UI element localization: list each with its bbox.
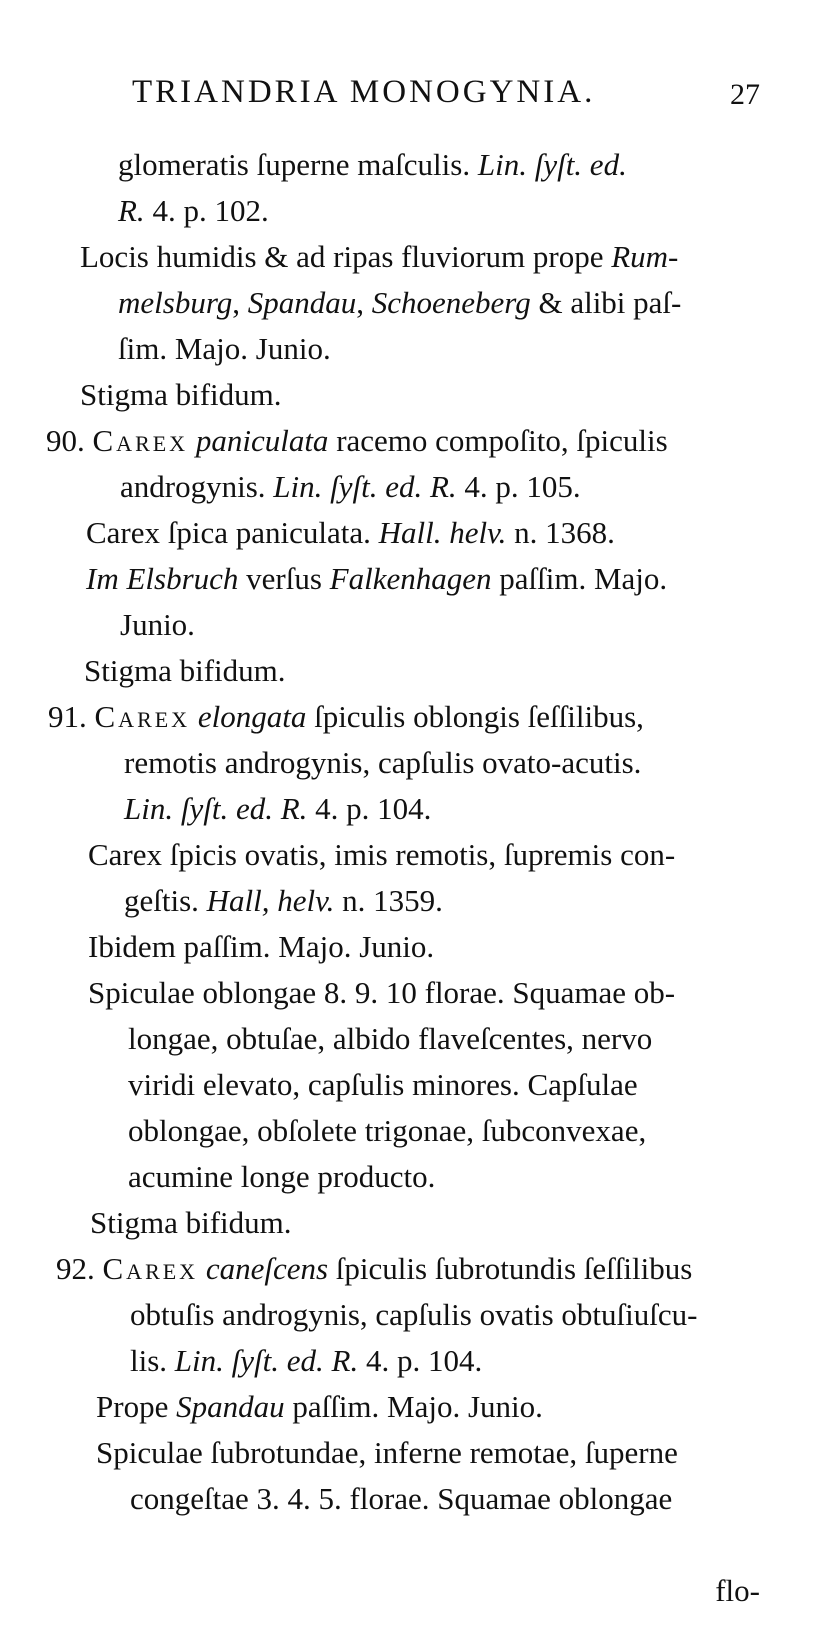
text-line: [118, 280, 681, 326]
text-line: [118, 326, 331, 372]
italic-text: Falkenhagen: [329, 561, 492, 596]
text-segment: paſſim. Majo.: [491, 561, 668, 596]
text-line: [124, 878, 443, 924]
text-line: [88, 970, 675, 1016]
italic-text: paniculata: [195, 423, 329, 458]
page-number: 27: [730, 78, 760, 111]
text-line: [128, 1154, 435, 1200]
catchword: flo-: [715, 1573, 760, 1608]
italic-text: Hall, helv.: [206, 883, 335, 918]
text-line: [84, 648, 286, 694]
text-line: [130, 1292, 697, 1338]
text-segment: Junio.: [120, 607, 195, 642]
text-line: [128, 1108, 646, 1154]
italic-text: Im Elsbruch: [86, 561, 239, 596]
text-segment: Stigma bifidum.: [84, 653, 286, 688]
italic-text: Lin. ſyſt. ed. R.: [174, 1343, 359, 1378]
genus-name: Carex: [94, 699, 191, 734]
text-segment: Stigma bifidum.: [90, 1205, 292, 1240]
text-segment: longae, obtuſae, albido flaveſcentes, nervo: [128, 1021, 653, 1056]
italic-text: melsburg: [118, 285, 233, 320]
text-segment: ,: [356, 285, 372, 320]
text-segment: ſpiculis ſubrotundis ſeſſilibus: [328, 1251, 693, 1286]
italic-text: Spandau: [247, 285, 357, 320]
text-segment: congeſtae 3. 4. 5. florae. Squamae oblongae: [130, 1481, 673, 1516]
text-segment: obtuſis androgynis, capſulis ovatis obtuſiuſcu-: [130, 1297, 698, 1332]
text-segment: Carex ſpicis ovatis, imis remotis, ſupremis con-: [88, 837, 676, 872]
text-segment: geſtis.: [124, 883, 207, 918]
text-line: [128, 1016, 652, 1062]
text-line: [124, 786, 431, 832]
text-segment: Ibidem paſſim. Majo. Junio.: [88, 929, 435, 964]
text-segment: 92.: [56, 1251, 103, 1286]
text-line: [118, 188, 269, 234]
page-header: [132, 74, 760, 114]
text-line: [90, 1200, 292, 1246]
text-segment: remotis androgynis, capſulis ovato-acutis.: [124, 745, 642, 780]
text-segment: lis.: [130, 1343, 175, 1378]
text-line: [124, 740, 641, 786]
text-line: [118, 142, 627, 188]
text-segment: n. 1368.: [506, 515, 615, 550]
text-segment: Carex ſpica paniculata.: [86, 515, 379, 550]
italic-text: Hall. helv.: [378, 515, 507, 550]
text-segment: ,: [232, 285, 248, 320]
text-line: [80, 372, 282, 418]
text-segment: & alibi paſ-: [530, 285, 682, 320]
text-segment: n. 1359.: [334, 883, 443, 918]
text-segment: racemo compoſito, ſpiculis: [328, 423, 668, 458]
text-line: [128, 1062, 638, 1108]
running-title: TRIANDRIA MONOGYNIA.: [132, 74, 596, 110]
text-segment: [188, 423, 196, 458]
italic-text: R.: [118, 193, 145, 228]
text-line: [120, 602, 195, 648]
text-segment: Locis humidis & ad ripas fluviorum prope: [80, 239, 612, 274]
text-line: [96, 1430, 678, 1476]
text-line: [120, 464, 581, 510]
text-segment: 4. p. 104.: [307, 791, 432, 826]
text-segment: 4. p. 104.: [358, 1343, 483, 1378]
text-line: [48, 694, 644, 740]
text-segment: oblongae, obſolete trigonae, ſubconvexae,: [128, 1113, 647, 1148]
text-segment: verſus: [238, 561, 330, 596]
italic-text: Spandau: [176, 1389, 285, 1424]
text-line: [130, 1476, 672, 1522]
italic-text: Lin. ſyſt. ed. R.: [273, 469, 457, 504]
text-line: [88, 924, 434, 970]
text-segment: Spiculae oblongae 8. 9. 10 florae. Squamae ob-: [88, 975, 676, 1010]
text-segment: Stigma bifidum.: [80, 377, 282, 412]
text-segment: glomeratis ſuperne maſculis.: [118, 147, 478, 182]
italic-text: elongata: [197, 699, 307, 734]
text-segment: viridi elevato, capſulis minores. Capſulae: [128, 1067, 638, 1102]
text-segment: 90.: [46, 423, 93, 458]
text-segment: Spiculae ſubrotundae, inferne remotae, ſuperne: [96, 1435, 678, 1470]
text-line: [46, 418, 668, 464]
text-segment: ſpiculis oblongis ſeſſilibus,: [306, 699, 644, 734]
text-line: [88, 832, 675, 878]
text-segment: paſſim. Majo. Junio.: [284, 1389, 543, 1424]
text-segment: 4. p. 102.: [144, 193, 269, 228]
text-segment: [190, 699, 198, 734]
text-segment: 91.: [48, 699, 95, 734]
text-line: [96, 1384, 543, 1430]
italic-text: Schoeneberg: [371, 285, 531, 320]
genus-name: Carex: [102, 1251, 199, 1286]
italic-text: Lin. ſyſt. ed.: [477, 147, 627, 182]
text-segment: ſim. Majo. Junio.: [118, 331, 331, 366]
italic-text: Lin. ſyſt. ed. R.: [124, 791, 308, 826]
text-segment: 4. p. 105.: [456, 469, 581, 504]
italic-text: Rum-: [611, 239, 679, 274]
text-line: [86, 510, 615, 556]
text-line: [130, 1338, 482, 1384]
text-segment: androgynis.: [120, 469, 274, 504]
text-line: [86, 556, 667, 602]
genus-name: Carex: [92, 423, 189, 458]
italic-text: caneſcens: [205, 1251, 329, 1286]
text-line: [80, 234, 678, 280]
text-line: [56, 1246, 692, 1292]
text-segment: acumine longe producto.: [128, 1159, 436, 1194]
text-segment: Prope: [96, 1389, 177, 1424]
text-segment: [198, 1251, 206, 1286]
